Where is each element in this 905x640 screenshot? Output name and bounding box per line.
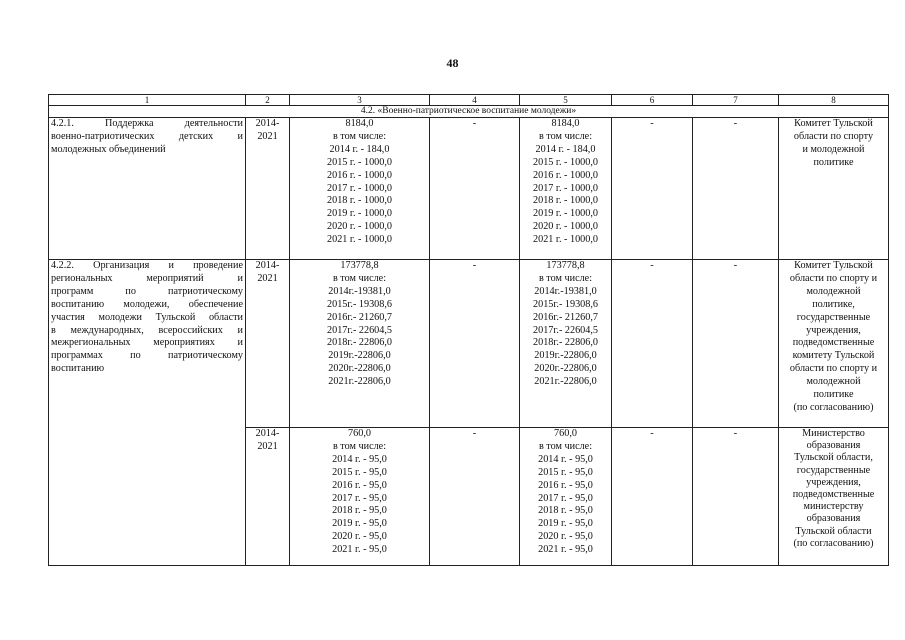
activity-name bbox=[49, 260, 246, 566]
total-funding-cell bbox=[290, 118, 430, 260]
funding-line: 2020 г. - 1000,0 bbox=[327, 221, 392, 233]
header-cell: 7 bbox=[693, 95, 779, 106]
total-funding-cell bbox=[290, 428, 430, 566]
period-line: 2014- bbox=[255, 260, 280, 271]
col5-funding-cell bbox=[520, 118, 612, 260]
executor-cell bbox=[779, 118, 889, 260]
funding-line: 2021 г. - 95,0 bbox=[332, 544, 387, 556]
executor-line: Комитет Тульской bbox=[794, 260, 873, 271]
activity-name-line: региональных мероприятий и bbox=[51, 272, 243, 284]
executor-line: образования bbox=[806, 513, 861, 525]
header-cell: 2 bbox=[246, 95, 290, 106]
table-row bbox=[49, 260, 889, 428]
executor-line: учреждения, bbox=[806, 476, 861, 488]
activity-name-line: военно-патриотических детских и bbox=[51, 130, 243, 142]
funding-line: 8184,0 bbox=[345, 118, 374, 129]
header-cell: 5 bbox=[520, 95, 612, 106]
funding-line: 2020 г. - 1000,0 bbox=[533, 221, 598, 233]
funding-line: 2018г.- 22806,0 bbox=[327, 337, 392, 349]
funding-line: 2014 г. - 95,0 bbox=[538, 453, 593, 465]
executor-line: Комитет Тульской bbox=[794, 118, 873, 129]
funding-line: 2021 г. - 1000,0 bbox=[327, 234, 392, 246]
funding-line: 2020 г. - 95,0 bbox=[332, 531, 387, 543]
activity-name bbox=[49, 118, 246, 260]
activity-name-line: молодежных объединений bbox=[51, 143, 166, 155]
funding-line: 2020г.-22806,0 bbox=[328, 363, 391, 375]
funding-line: в том числе: bbox=[332, 440, 387, 452]
executor-line: (по согласованию) bbox=[793, 537, 874, 549]
executor-line: области по спорту и bbox=[789, 272, 878, 284]
funding-line: 2017 г. - 1000,0 bbox=[327, 182, 392, 194]
executor-line: Тульской области, bbox=[794, 452, 873, 464]
col4-cell: - bbox=[430, 260, 520, 428]
executor-line: комитету Тульской bbox=[792, 350, 875, 362]
executor-line: молодежной bbox=[806, 376, 861, 388]
executor-line: Тульской области bbox=[795, 525, 872, 537]
funding-line: 2015 г. - 95,0 bbox=[332, 466, 387, 478]
executor-line: Министерство bbox=[802, 428, 865, 439]
header-cell: 1 bbox=[49, 95, 246, 106]
funding-line: 2016г.- 21260,7 bbox=[533, 311, 598, 323]
col4-cell: - bbox=[430, 118, 520, 260]
funding-line: 2014г.-19381,0 bbox=[534, 285, 597, 297]
funding-line: 2021г.-22806,0 bbox=[534, 376, 597, 388]
funding-line: 2014г.-19381,0 bbox=[328, 285, 391, 297]
funding-line: 2020 г. - 95,0 bbox=[538, 531, 593, 543]
activity-name-line: межрегиональных мероприятиях и bbox=[51, 337, 243, 349]
funding-line: 2015г.- 19308,6 bbox=[327, 298, 392, 310]
col6-cell: - bbox=[612, 428, 693, 566]
funding-line: 2015 г. - 95,0 bbox=[538, 466, 593, 478]
executor-line: политике, bbox=[812, 298, 855, 310]
funding-line: 2018 г. - 1000,0 bbox=[533, 195, 598, 207]
executor-line: области по спорту bbox=[793, 130, 874, 142]
funding-line: 2021 г. - 95,0 bbox=[538, 544, 593, 556]
funding-line: в том числе: bbox=[538, 272, 593, 284]
funding-line: 2016 г. - 1000,0 bbox=[327, 169, 392, 181]
funding-line: 2015г.- 19308,6 bbox=[533, 298, 598, 310]
funding-line: в том числе: bbox=[538, 130, 593, 142]
funding-line: 2019 г. - 95,0 bbox=[332, 518, 387, 530]
executor-line: подведомственные bbox=[792, 489, 875, 501]
funding-line: 2019 г. - 95,0 bbox=[538, 518, 593, 530]
funding-line: 173778,8 bbox=[546, 260, 585, 271]
funding-line: 2016 г. - 1000,0 bbox=[533, 169, 598, 181]
col6-cell: - bbox=[612, 260, 693, 428]
funding-line: 173778,8 bbox=[340, 260, 379, 271]
period-line: 2014- bbox=[255, 118, 280, 129]
executor-line: политике bbox=[813, 389, 854, 401]
executor-line: образования bbox=[806, 440, 861, 452]
executor-line: подведомственные bbox=[792, 337, 875, 349]
col7-cell: - bbox=[693, 118, 779, 260]
funding-line: 2015 г. - 1000,0 bbox=[327, 156, 392, 168]
executor-cell bbox=[779, 428, 889, 566]
executor-line: государственные bbox=[796, 311, 871, 323]
funding-line: 760,0 bbox=[554, 428, 577, 439]
funding-line: 2018 г. - 1000,0 bbox=[327, 195, 392, 207]
period-cell bbox=[246, 118, 290, 260]
col5-funding-cell bbox=[520, 260, 612, 428]
activity-name-line: в международных, всероссийских и bbox=[51, 324, 243, 336]
funding-line: 2021г.-22806,0 bbox=[328, 376, 391, 388]
activity-name-line: воспитанию bbox=[51, 363, 105, 375]
activity-name-line: 4.2.1. Поддержка деятельности bbox=[51, 118, 243, 129]
funding-line: 2019г.-22806,0 bbox=[328, 350, 391, 362]
funding-line: 2017 г. - 1000,0 bbox=[533, 182, 598, 194]
funding-line: 2017 г. - 95,0 bbox=[538, 492, 593, 504]
funding-line: 2018г.- 22806,0 bbox=[533, 337, 598, 349]
funding-line: 2017 г. - 95,0 bbox=[332, 492, 387, 504]
col4-cell: - bbox=[430, 428, 520, 566]
period-line: 2014- bbox=[255, 428, 280, 439]
total-funding-cell bbox=[290, 260, 430, 428]
period-cell bbox=[246, 428, 290, 566]
page-number: 48 bbox=[446, 56, 459, 70]
funding-line: 2014 г. - 184,0 bbox=[329, 143, 390, 155]
executor-line: молодежной bbox=[806, 285, 861, 297]
period-line: 2021 bbox=[257, 272, 278, 284]
funding-line: 2017г.- 22604,5 bbox=[327, 324, 392, 336]
funding-line: 2016 г. - 95,0 bbox=[332, 479, 387, 491]
funding-line: 2017г.- 22604,5 bbox=[533, 324, 598, 336]
col7-cell: - bbox=[693, 260, 779, 428]
funding-line: в том числе: bbox=[332, 130, 387, 142]
funding-line: в том числе: bbox=[538, 440, 593, 452]
funding-line: 760,0 bbox=[348, 428, 371, 439]
col6-cell: - bbox=[612, 118, 693, 260]
funding-line: 2020г.-22806,0 bbox=[534, 363, 597, 375]
activity-name-line: 4.2.2. Организация и проведение bbox=[51, 260, 243, 271]
funding-line: 2016 г. - 95,0 bbox=[538, 479, 593, 491]
activity-name-line: участия молодежи Тульской области bbox=[51, 311, 243, 323]
header-cell: 3 bbox=[290, 95, 430, 106]
col5-funding-cell bbox=[520, 428, 612, 566]
funding-line: 2021 г. - 1000,0 bbox=[533, 234, 598, 246]
header-cell: 8 bbox=[779, 95, 889, 106]
section-row bbox=[49, 106, 889, 118]
header-cell: 4 bbox=[430, 95, 520, 106]
activity-name-line: программ по патриотическому bbox=[51, 285, 243, 297]
header-row bbox=[49, 95, 889, 106]
period-line: 2021 bbox=[257, 130, 278, 142]
executor-line: учреждения, bbox=[806, 324, 861, 336]
executor-line: области по спорту и bbox=[789, 363, 878, 375]
funding-line: 8184,0 bbox=[551, 118, 580, 129]
funding-line: 2019 г. - 1000,0 bbox=[533, 208, 598, 220]
funding-line: 2015 г. - 1000,0 bbox=[533, 156, 598, 168]
funding-line: 2014 г. - 95,0 bbox=[332, 453, 387, 465]
funding-line: 2019 г. - 1000,0 bbox=[327, 208, 392, 220]
funding-line: 2019г.-22806,0 bbox=[534, 350, 597, 362]
executor-line: (по согласованию) bbox=[793, 401, 874, 413]
col7-cell: - bbox=[693, 428, 779, 566]
header-cell: 6 bbox=[612, 95, 693, 106]
funding-line: 2018 г. - 95,0 bbox=[538, 505, 593, 517]
funding-line: 2018 г. - 95,0 bbox=[332, 505, 387, 517]
executor-line: министерству bbox=[803, 501, 864, 513]
executor-line: политике bbox=[813, 156, 854, 168]
executor-line: и молодежной bbox=[802, 143, 865, 155]
period-line: 2021 bbox=[257, 440, 278, 452]
section-title: 4.2. «Военно-патриотическое воспитание молодежи» bbox=[49, 106, 889, 118]
period-cell bbox=[246, 260, 290, 428]
funding-line: в том числе: bbox=[332, 272, 387, 284]
program-table bbox=[48, 94, 889, 566]
executor-line: государственные bbox=[796, 464, 871, 476]
table-row bbox=[49, 118, 889, 260]
activity-name-line: программах по патриотическому bbox=[51, 350, 243, 362]
executor-cell bbox=[779, 260, 889, 428]
funding-line: 2016г.- 21260,7 bbox=[327, 311, 392, 323]
activity-name-line: воспитанию молодежи, обеспечение bbox=[51, 298, 243, 310]
funding-line: 2014 г. - 184,0 bbox=[535, 143, 596, 155]
